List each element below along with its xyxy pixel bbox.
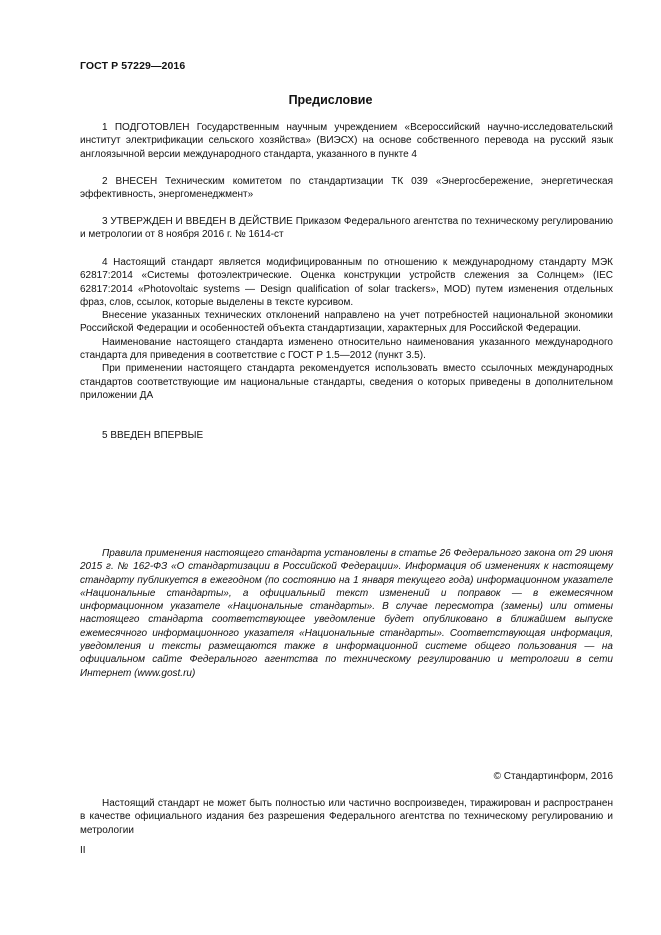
foreword-item-4-paragraph-2: Внесение указанных технических отклонений направлено на учет потребностей национальной экономики Российской Федерации и особенностей объекта стандартизации, характерных для Российской Федерации. (80, 310, 613, 335)
reproduction-notice (80, 797, 613, 837)
foreword-item-4-paragraph-3: Наименование настоящего стандарта изменено относительно наименования указанного международного стандарта для приведения в соответствие с ГОСТ Р 1.5—2012 (пункт 3.5). (80, 336, 613, 362)
page-number: II (80, 845, 86, 856)
rules-notice-text: Правила применения настоящего стандарта установлены в статье 26 Федерального закона от 29 июня 2015 г. № 162-ФЗ «О стандартизации в Российской Федерации». Информация об изменениях к настоящему стандарту публикуется в ежегодном (по состоянию на 1 января текущего года) информационном указателе «Национальные стандарты», а официальный текст изменений и поправок — в ежемесячном информационном указателе «Национальные стандарты». В случае пересмотра (замены) или отмены настоящего стандарта соответствующее уведомление будет опубликовано в ближайшем выпуске ежемесячного информационного указателя «Национальные стандарты». Соответствующая информация, уведомления и тексты размещаются также в информационной системе общего пользования — на официальном сайте Федерального агентства по техническому регулированию и метрологии в сети Интернет (www.gost.ru) (80, 548, 613, 679)
foreword-item-2-text: 2 ВНЕСЕН Техническим комитетом по стандартизации ТК 039 «Энергосбережение, энергетическая эффективность, энергоменеджмент» (80, 176, 613, 201)
foreword-item-1-text: 1 ПОДГОТОВЛЕН Государственным научным учреждением «Всероссийский научно-исследовательский институт электрификации сельского хозяйства» (ВИЭСХ) на основе собственного перевода на русский язык англоязычной версии международного стандарта, указанного в пункте 4 (80, 122, 613, 160)
foreword-item-3-text: 3 УТВЕРЖДЕН И ВВЕДЕН В ДЕЙСТВИЕ Приказом Федерального агентства по техническому регулированию и метрологии от 8 ноября 2016 г. № 1614-ст (80, 216, 613, 241)
copyright: © Стандартинформ, 2016 (493, 771, 613, 782)
rules-notice (80, 547, 613, 680)
page-title: Предисловие (288, 93, 373, 107)
document-code-header: ГОСТ Р 57229—2016 (80, 60, 186, 72)
foreword-item-5-text: 5 ВВЕДЕН ВПЕРВЫЕ (102, 430, 204, 441)
foreword-item-3 (80, 215, 613, 242)
foreword-item-4-paragraph-4: При применении настоящего стандарта рекомендуется использовать вместо ссылочных международных стандартов соответствующие им национальные стандарты, сведения о которых приведены в дополнительном приложении ДА (80, 363, 613, 401)
foreword-item-5 (80, 429, 613, 442)
foreword-item-1 (80, 121, 613, 161)
foreword-item-2 (80, 175, 613, 202)
reproduction-notice-text: Настоящий стандарт не может быть полностью или частично воспроизведен, тиражирован и распространен в качестве официального издания без разрешения Федерального агентства по техническому регулированию и метрологии (80, 798, 613, 836)
foreword-item-4-paragraph-1: 4 Настоящий стандарт является модифицированным по отношению к международному стандарту МЭК 62817:2014 «Системы фотоэлектрические. Оценка конструкции устройств слежения за Солнцем» (IEC 62817:2014 «Photovoltaic systems — Design qualification of solar trackers», MOD) путем изменения отдельных фраз, слов, ссылок, которые выделены в тексте курсивом. (80, 257, 613, 308)
foreword-item-4 (80, 256, 613, 402)
